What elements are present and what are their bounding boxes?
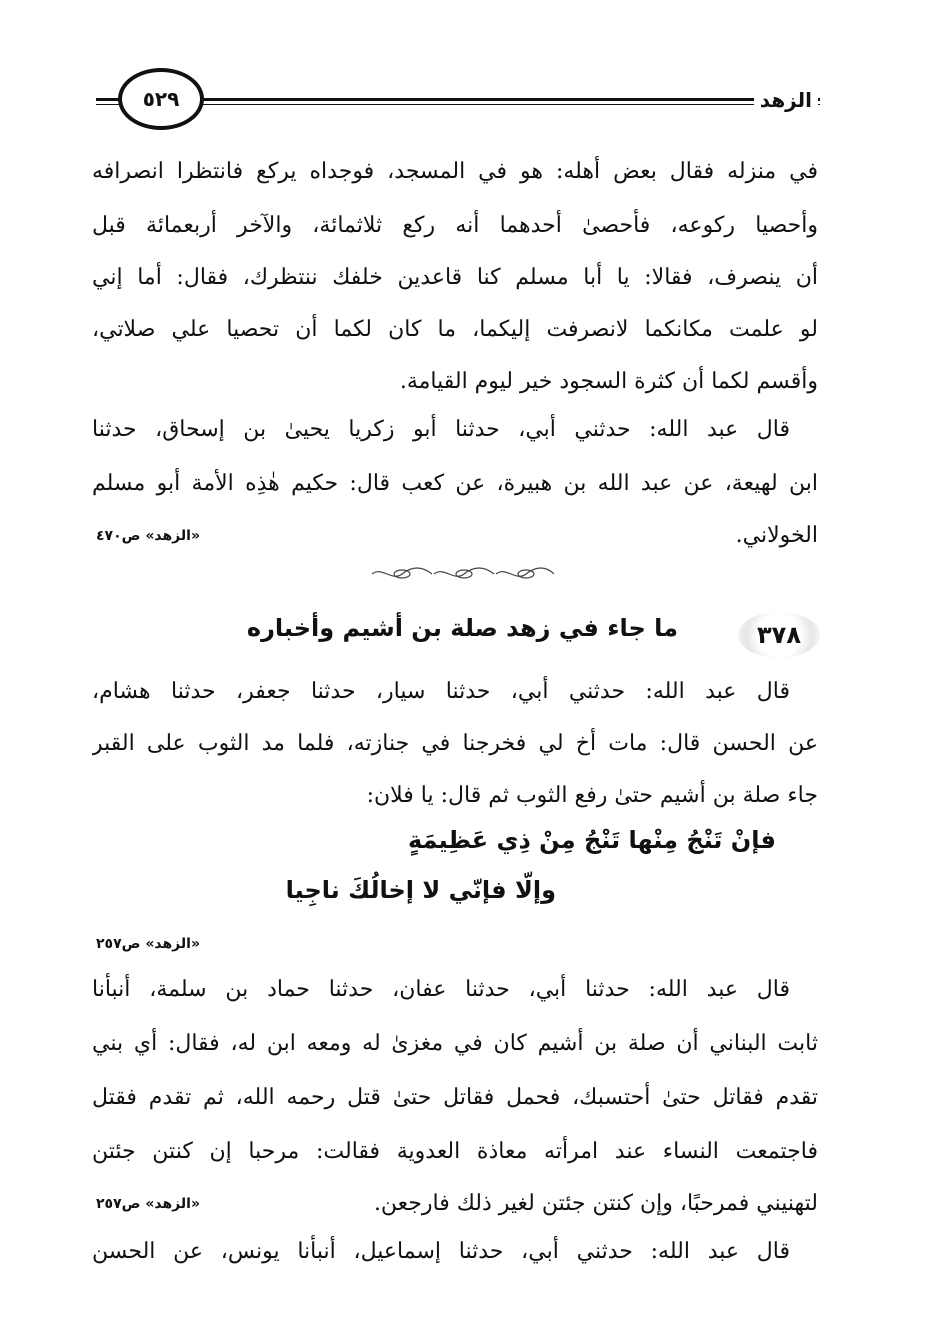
text-line: ثابت البناني أن صلة بن أشيم كان في مغزىٰ له ومعه ابن له، فقال: أي بني	[92, 1031, 818, 1056]
section-number: ٣٧٨	[738, 612, 820, 658]
page-number: ٥٢٩	[118, 68, 204, 130]
verse-line: وإلّا فإنّي لا إخالُكَ ناجِيا	[285, 876, 556, 904]
text-line: وأقسم لكما أن كثرة السجود خير ليوم القيامة.	[399, 369, 818, 394]
text-line: وأحصيا ركوعه، فأحصىٰ أحدهما أنه ركع ثلاثمائة، والآخر أربعمائة قبل	[92, 213, 818, 238]
verse-line: فإنْ تَنْجُ مِنْها تَنْجُ مِنْ ذِي عَظِيمَةٍ	[407, 826, 776, 854]
text-line: قال عبد الله: حدثني أبي، حدثنا سيار، حدثنا جعفر، حدثنا هشام،	[92, 679, 790, 704]
running-title: الزهد	[754, 88, 818, 112]
text-line: قال عبد الله: حدثني أبي، حدثنا إسماعيل، أنبأنا يونس، عن الحسن	[92, 1239, 790, 1264]
section-title: ما جاء في زهد صلة بن أشيم وأخباره	[246, 614, 678, 642]
header-rule-top	[96, 98, 820, 101]
text-line: قال عبد الله: حدثنا أبي، حدثنا عفان، حدثنا حماد بن سلمة، أنبأنا	[92, 977, 790, 1002]
source-reference: «الزهد» ص٢٥٧	[96, 1196, 200, 1212]
text-line: أن ينصرف، فقالا: يا أبا مسلم كنا قاعدين خلفك ننتظرك، فقال: أما إني	[92, 265, 818, 290]
text-line: فاجتمعت النساء عند امرأته معاذة العدوية فقالت: مرحبا إن كنتن جئتن	[92, 1139, 818, 1164]
text-line: في منزله فقال بعض أهله: هو في المسجد، فوجداه يركع فانتظرا انصرافه	[92, 159, 818, 184]
header-rule-bottom	[96, 104, 820, 105]
source-reference: «الزهد» ص٤٧٠	[96, 528, 200, 544]
text-line: قال عبد الله: حدثني أبي، حدثنا أبو زكريا يحيىٰ بن إسحاق، حدثنا	[92, 417, 790, 442]
text-line: الخولاني.	[735, 523, 818, 548]
text-line: ابن لهيعة، عن عبد الله بن هبيرة، عن كعب قال: حكيم هٰذِه الأمة أبو مسلم	[92, 471, 818, 496]
text-line: لتهنيني فمرحبًا، وإن كنتن جئتن لغير ذلك فارجعن.	[373, 1191, 818, 1216]
text-line: تقدم فقاتل حتىٰ أحتسبك، فحمل فقاتل حتىٰ قتل رحمه الله، ثم تقدم فقتل	[92, 1085, 818, 1110]
ornament-divider-icon	[368, 566, 558, 582]
text-line: عن الحسن قال: مات أخ لي فخرجنا في جنازته، فلما مد الثوب على القبر	[92, 731, 818, 756]
source-reference: «الزهد» ص٢٥٧	[96, 936, 200, 952]
text-line: لو علمت مكانكما لانصرفت إليكما، ما كان لكما أن تحصيا علي صلاتي،	[92, 317, 818, 342]
text-line: جاء صلة بن أشيم حتىٰ رفع الثوب ثم قال: يا فلان:	[366, 783, 818, 808]
